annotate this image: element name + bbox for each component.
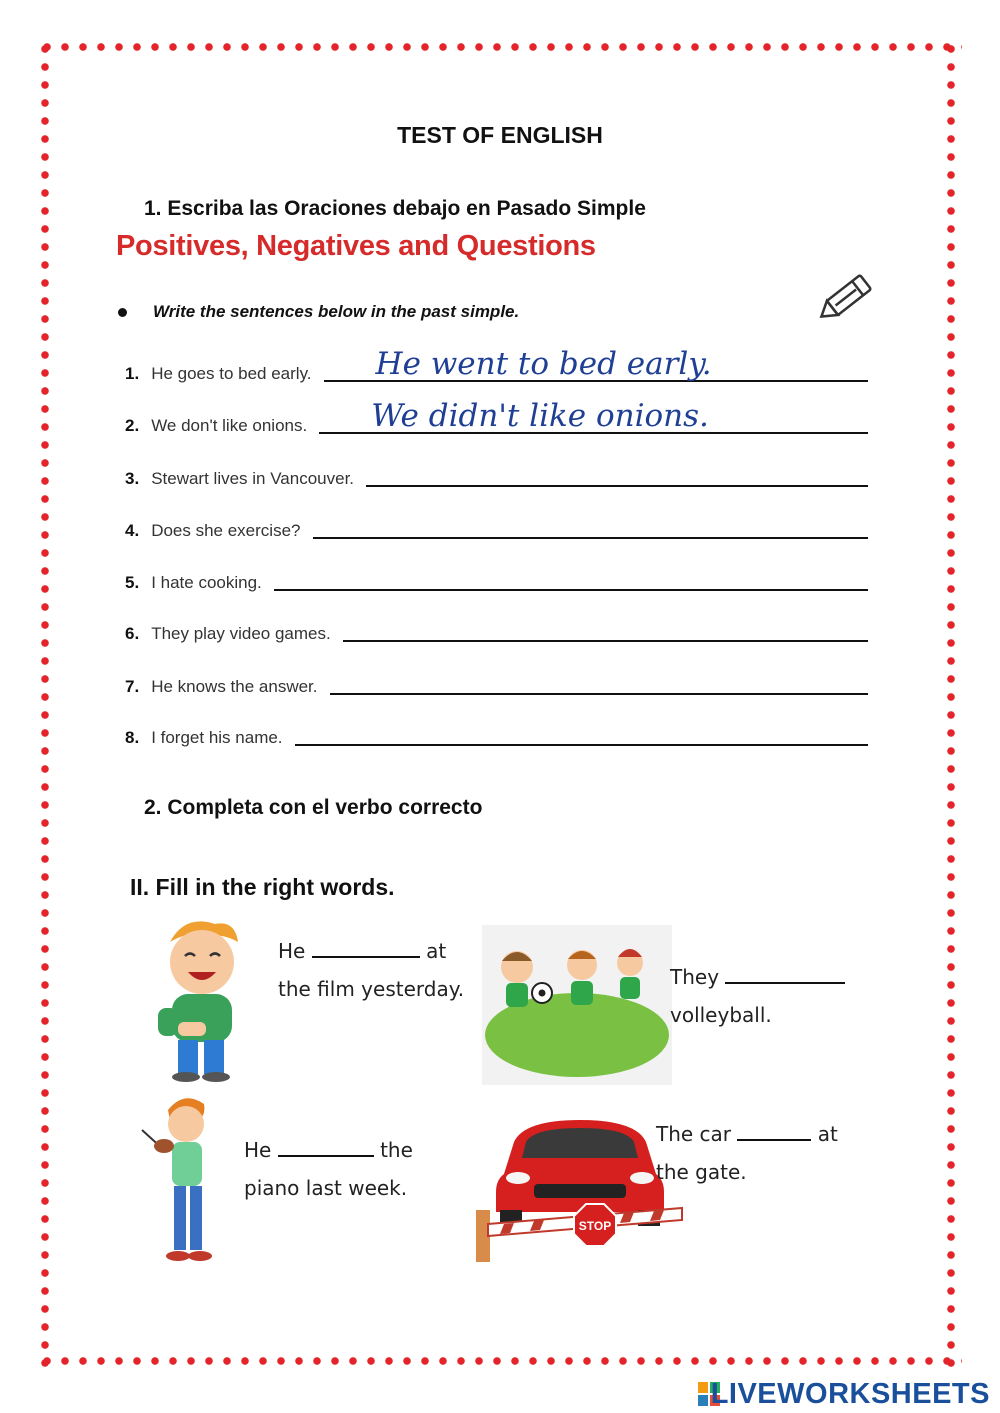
- fill-blank[interactable]: [278, 1137, 374, 1157]
- exercise-text: the: [380, 1138, 413, 1162]
- exercise-text: volleyball.: [670, 1003, 772, 1027]
- answer-line[interactable]: [295, 714, 868, 746]
- handwritten-answer: He went to bed early.: [375, 346, 712, 382]
- item-sentence: They play video games.: [151, 624, 331, 643]
- exercise-text: He: [278, 939, 306, 963]
- answer-line[interactable]: [366, 455, 868, 487]
- answer-line[interactable]: [330, 663, 869, 695]
- exercise-2-text: [670, 958, 845, 1034]
- dotted-border-bottom: [38, 1354, 962, 1368]
- item-number: 4.: [125, 521, 140, 540]
- item-sentence: He goes to bed early.: [151, 364, 312, 383]
- answer-line[interactable]: [343, 610, 868, 642]
- exercise-text: the gate.: [656, 1160, 747, 1184]
- car-barrier-illustration: [474, 1112, 686, 1264]
- sentence-row: [125, 563, 868, 593]
- section1-heading: 1. Escriba las Oraciones debajo en Pasado Simple: [144, 197, 646, 220]
- item-sentence: We don't like onions.: [151, 416, 308, 435]
- item-sentence: Stewart lives in Vancouver.: [151, 469, 355, 488]
- item-number: 6.: [125, 624, 140, 643]
- instruction-text: Write the sentences below in the past simple.: [153, 302, 520, 321]
- exercise-text: He: [244, 1138, 272, 1162]
- page-title: TEST OF ENGLISH: [397, 122, 603, 148]
- item-sentence: I hate cooking.: [151, 573, 262, 592]
- dotted-border-right: [944, 40, 958, 1368]
- fill-blank[interactable]: [737, 1121, 811, 1141]
- kids-playing-illustration: [482, 925, 672, 1085]
- item-number: 5.: [125, 573, 140, 592]
- item-number: 8.: [125, 728, 140, 747]
- exercise-text: The car: [656, 1122, 732, 1146]
- bullet-icon: [118, 308, 127, 317]
- sentence-row: [125, 398, 868, 436]
- dotted-border-top: [38, 40, 962, 54]
- item-number: 7.: [125, 677, 140, 696]
- item-sentence: Does she exercise?: [151, 521, 301, 540]
- item-number: 1.: [125, 364, 140, 383]
- instruction: [118, 302, 519, 322]
- section2-heading: 2. Completa con el verbo correcto: [144, 796, 483, 819]
- laughing-boy-illustration: [130, 912, 270, 1082]
- exercise-1-text: [278, 932, 464, 1008]
- exercise-text: They: [670, 965, 720, 989]
- exercise-4-text: [656, 1115, 838, 1191]
- fill-blank[interactable]: [725, 964, 845, 984]
- sentence-row: [125, 667, 868, 697]
- sentence-row: [125, 511, 868, 541]
- item-sentence: He knows the answer.: [151, 677, 318, 696]
- sentence-row: [125, 346, 868, 384]
- exercise-text: the film yesterday.: [278, 977, 465, 1001]
- sentence-row: [125, 614, 868, 644]
- stop-sign-text: STOP: [578, 1219, 612, 1233]
- item-number: 2.: [125, 416, 140, 435]
- boy-violin-illustration: [136, 1090, 236, 1270]
- exercise-text: at: [817, 1122, 838, 1146]
- dotted-border-left: [38, 40, 52, 1368]
- answer-line[interactable]: [274, 559, 868, 591]
- answer-line[interactable]: [319, 398, 868, 434]
- fill-blank[interactable]: [312, 938, 420, 958]
- handwritten-answer: We didn't like onions.: [371, 398, 709, 434]
- exercise-text: piano last week.: [244, 1176, 408, 1200]
- sentence-row: [125, 718, 868, 748]
- item-number: 3.: [125, 469, 140, 488]
- answer-line[interactable]: [313, 507, 869, 539]
- exercise-text: at: [426, 939, 447, 963]
- worksheet-heading: Positives, Negatives and Questions: [116, 230, 596, 262]
- fill-heading: II. Fill in the right words.: [130, 874, 395, 900]
- exercise-3-text: [244, 1131, 413, 1207]
- item-sentence: I forget his name.: [151, 728, 283, 747]
- liveworksheets-logo[interactable]: LIVEWORKSHEETS: [710, 1378, 990, 1410]
- sentence-row: [125, 459, 868, 489]
- answer-line[interactable]: [324, 346, 868, 382]
- pencil-icon: [812, 262, 886, 328]
